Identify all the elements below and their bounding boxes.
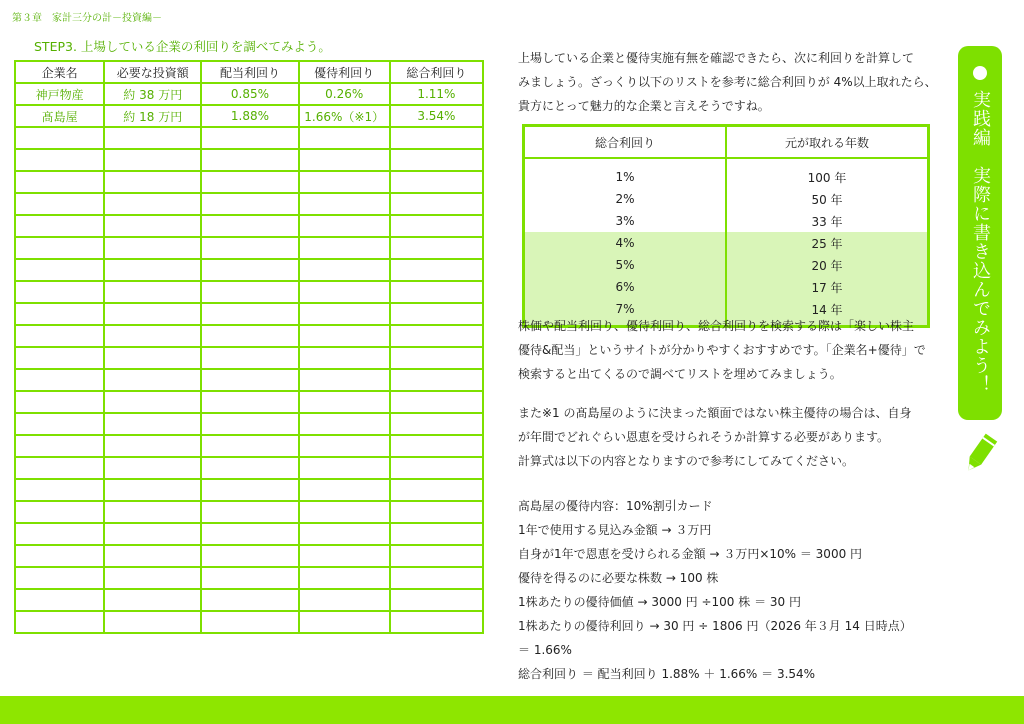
- empty-cell: [299, 281, 390, 303]
- empty-cell: [390, 435, 483, 457]
- empty-cell: [104, 303, 201, 325]
- empty-cell: [390, 171, 483, 193]
- empty-cell: [201, 237, 298, 259]
- empty-cell: [15, 347, 104, 369]
- column-header: 総合利回り: [390, 61, 483, 83]
- text-line: 貴方にとって魅力的な企業と言えそうですね。: [518, 99, 770, 113]
- empty-cell: [201, 479, 298, 501]
- empty-cell: [201, 171, 298, 193]
- payback-years-table: [522, 124, 930, 328]
- text-line: 上場している企業と優待実施有無を確認できたら、次に利回りを計算して: [518, 51, 915, 65]
- empty-table-row: [15, 215, 483, 237]
- empty-cell: [15, 523, 104, 545]
- empty-cell: [201, 127, 298, 149]
- empty-cell: [104, 479, 201, 501]
- table-row: [524, 158, 929, 188]
- search-note-paragraph: [518, 314, 948, 386]
- text-line: 株価や配当利回り、優待利回り、総合利回りを検索する際は「楽しい株主: [518, 319, 915, 333]
- total-yield-cell: 3.54%: [390, 105, 483, 127]
- column-header: 配当利回り: [201, 61, 298, 83]
- empty-table-row: [15, 149, 483, 171]
- calc-line: 優待を得るのに必要な株数 → 100 株: [518, 571, 719, 585]
- empty-cell: [390, 479, 483, 501]
- empty-cell: [299, 171, 390, 193]
- calc-line: 1年で使用する見込み金額 → ３万円: [518, 523, 712, 537]
- empty-cell: [15, 193, 104, 215]
- empty-cell: [201, 281, 298, 303]
- empty-cell: [104, 589, 201, 611]
- empty-cell: [390, 325, 483, 347]
- benefit-yield-cell: 1.66%（※1）: [299, 105, 390, 127]
- empty-cell: [104, 237, 201, 259]
- empty-cell: [299, 567, 390, 589]
- benefit-yield-cell: 0.26%: [299, 83, 390, 105]
- empty-cell: [390, 611, 483, 633]
- empty-cell: [15, 325, 104, 347]
- empty-cell: [390, 347, 483, 369]
- empty-cell: [390, 501, 483, 523]
- text-line: が年間でどれぐらい恩恵を受けられそうか計算する必要があります。: [518, 430, 890, 444]
- years-cell: 14 年: [726, 298, 929, 327]
- empty-cell: [299, 479, 390, 501]
- empty-cell: [201, 501, 298, 523]
- empty-cell: [390, 523, 483, 545]
- empty-table-row: [15, 435, 483, 457]
- text-line: 優待&配当」というサイトが分かりやすくおすすめです。「企業名+優待」で: [518, 343, 926, 357]
- empty-cell: [104, 149, 201, 171]
- chapter-header: 第３章 家計三分の計－投資編－: [12, 13, 162, 24]
- empty-cell: [104, 523, 201, 545]
- years-cell: 100 年: [726, 158, 929, 188]
- years-cell: 17 年: [726, 276, 929, 298]
- empty-cell: [15, 457, 104, 479]
- empty-table-row: [15, 347, 483, 369]
- yield-worksheet-table: [14, 60, 484, 634]
- empty-cell: [390, 391, 483, 413]
- empty-cell: [201, 347, 298, 369]
- empty-table-row: [15, 611, 483, 633]
- empty-cell: [299, 369, 390, 391]
- empty-cell: [15, 281, 104, 303]
- empty-cell: [104, 215, 201, 237]
- empty-cell: [104, 259, 201, 281]
- empty-cell: [299, 545, 390, 567]
- investment-cell: 約 18 万円: [104, 105, 201, 127]
- empty-cell: [15, 259, 104, 281]
- empty-cell: [104, 435, 201, 457]
- circle-icon: [973, 66, 987, 80]
- table-row: [524, 254, 929, 276]
- table-row: [524, 210, 929, 232]
- yield-cell: 5%: [524, 254, 727, 276]
- empty-cell: [390, 545, 483, 567]
- empty-cell: [104, 193, 201, 215]
- empty-table-row: [15, 479, 483, 501]
- empty-cell: [201, 545, 298, 567]
- empty-cell: [104, 127, 201, 149]
- calc-line: 自身が1年で恩恵を受けられる金額 → ３万円×10% ＝ 3000 円: [518, 547, 863, 561]
- empty-cell: [299, 457, 390, 479]
- empty-table-row: [15, 281, 483, 303]
- empty-table-row: [15, 237, 483, 259]
- company-name-cell: 神戸物産: [15, 83, 104, 105]
- empty-cell: [15, 391, 104, 413]
- yield-cell: 6%: [524, 276, 727, 298]
- empty-table-row: [15, 545, 483, 567]
- empty-cell: [299, 611, 390, 633]
- investment-cell: 約 38 万円: [104, 83, 201, 105]
- empty-cell: [15, 237, 104, 259]
- years-cell: 25 年: [726, 232, 929, 254]
- empty-cell: [390, 149, 483, 171]
- dividend-yield-cell: 1.88%: [201, 105, 298, 127]
- pencil-icon: [960, 432, 1000, 476]
- empty-cell: [201, 303, 298, 325]
- empty-cell: [15, 215, 104, 237]
- footnote-paragraph: [518, 401, 948, 473]
- empty-cell: [299, 347, 390, 369]
- empty-cell: [299, 435, 390, 457]
- column-header: 必要な投資額: [104, 61, 201, 83]
- empty-table-row: [15, 127, 483, 149]
- empty-cell: [390, 413, 483, 435]
- step-title: STEP3. 上場している企業の利回りを調べてみよう。: [34, 39, 331, 54]
- empty-cell: [390, 369, 483, 391]
- column-header: 元が取れる年数: [726, 126, 929, 159]
- column-header: 優待利回り: [299, 61, 390, 83]
- table-row: [15, 105, 483, 127]
- empty-cell: [104, 325, 201, 347]
- empty-cell: [15, 149, 104, 171]
- footer-bar: [0, 696, 1024, 724]
- empty-table-row: [15, 369, 483, 391]
- column-header: 企業名: [15, 61, 104, 83]
- calc-line: ＝ 1.66%: [518, 643, 572, 657]
- empty-cell: [201, 611, 298, 633]
- text-line: みましょう。ざっくり以下のリストを参考に総合利回りが 4%以上取れたら、: [518, 75, 937, 89]
- empty-cell: [299, 413, 390, 435]
- text-line: 計算式は以下の内容となりますので参考にしてみてください。: [518, 454, 855, 468]
- empty-cell: [104, 611, 201, 633]
- empty-cell: [201, 413, 298, 435]
- empty-cell: [104, 369, 201, 391]
- empty-cell: [201, 457, 298, 479]
- empty-cell: [299, 589, 390, 611]
- table-row: [524, 188, 929, 210]
- empty-cell: [15, 413, 104, 435]
- practice-side-tab: [958, 46, 1002, 420]
- empty-table-row: [15, 325, 483, 347]
- empty-cell: [390, 567, 483, 589]
- empty-cell: [201, 435, 298, 457]
- empty-cell: [390, 193, 483, 215]
- empty-table-row: [15, 501, 483, 523]
- empty-cell: [299, 501, 390, 523]
- empty-cell: [390, 259, 483, 281]
- empty-cell: [201, 391, 298, 413]
- empty-cell: [299, 325, 390, 347]
- empty-cell: [15, 303, 104, 325]
- empty-cell: [15, 127, 104, 149]
- empty-cell: [390, 457, 483, 479]
- empty-table-row: [15, 171, 483, 193]
- calc-line: 1株あたりの優待利回り → 30 円 ÷ 1806 円（2026 年３月 14 日時点）: [518, 619, 912, 633]
- empty-cell: [201, 589, 298, 611]
- empty-cell: [299, 127, 390, 149]
- empty-cell: [15, 567, 104, 589]
- empty-cell: [299, 215, 390, 237]
- worksheet-header-row: [15, 61, 483, 83]
- calculation-block: [518, 494, 948, 686]
- empty-cell: [104, 567, 201, 589]
- empty-cell: [299, 259, 390, 281]
- table-row: [15, 83, 483, 105]
- empty-table-row: [15, 303, 483, 325]
- empty-cell: [390, 127, 483, 149]
- empty-cell: [390, 237, 483, 259]
- company-name-cell: 髙島屋: [15, 105, 104, 127]
- empty-table-row: [15, 259, 483, 281]
- empty-cell: [15, 171, 104, 193]
- empty-table-row: [15, 589, 483, 611]
- empty-cell: [104, 501, 201, 523]
- empty-cell: [201, 149, 298, 171]
- empty-cell: [201, 523, 298, 545]
- text-line: 検索すると出てくるので調べてリストを埋めてみましょう。: [518, 367, 842, 381]
- empty-table-row: [15, 413, 483, 435]
- column-header: 総合利回り: [524, 126, 727, 159]
- empty-cell: [15, 501, 104, 523]
- yield-cell: 3%: [524, 210, 727, 232]
- empty-cell: [104, 457, 201, 479]
- empty-cell: [201, 567, 298, 589]
- yield-cell: 7%: [524, 298, 727, 327]
- years-cell: 50 年: [726, 188, 929, 210]
- empty-cell: [201, 325, 298, 347]
- empty-cell: [390, 303, 483, 325]
- yield-cell: 2%: [524, 188, 727, 210]
- empty-table-row: [15, 193, 483, 215]
- text-line: また※1 の髙島屋のように決まった額面ではない株主優待の場合は、自身: [518, 406, 912, 420]
- empty-cell: [104, 347, 201, 369]
- empty-cell: [104, 171, 201, 193]
- table-row: [524, 276, 929, 298]
- yield-header-row: [524, 126, 929, 159]
- empty-cell: [104, 391, 201, 413]
- empty-cell: [104, 545, 201, 567]
- empty-cell: [299, 237, 390, 259]
- side-tab-label: 実践編 実際に書き込んでみよう！: [970, 90, 991, 394]
- empty-cell: [299, 391, 390, 413]
- empty-cell: [390, 589, 483, 611]
- empty-cell: [104, 281, 201, 303]
- calc-line: 1株あたりの優待価値 → 3000 円 ÷100 株 ＝ 30 円: [518, 595, 801, 609]
- empty-table-row: [15, 567, 483, 589]
- intro-paragraph: [518, 46, 948, 118]
- empty-table-row: [15, 391, 483, 413]
- calc-line: 髙島屋の優待内容：10%割引カード: [518, 499, 713, 513]
- empty-cell: [299, 193, 390, 215]
- empty-cell: [201, 215, 298, 237]
- empty-cell: [390, 215, 483, 237]
- empty-cell: [390, 281, 483, 303]
- yield-cell: 1%: [524, 158, 727, 188]
- dividend-yield-cell: 0.85%: [201, 83, 298, 105]
- empty-cell: [15, 479, 104, 501]
- empty-cell: [299, 523, 390, 545]
- empty-cell: [15, 435, 104, 457]
- empty-cell: [15, 589, 104, 611]
- years-cell: 20 年: [726, 254, 929, 276]
- empty-table-row: [15, 523, 483, 545]
- empty-cell: [201, 193, 298, 215]
- empty-cell: [15, 611, 104, 633]
- table-row: [524, 232, 929, 254]
- years-cell: 33 年: [726, 210, 929, 232]
- empty-cell: [104, 413, 201, 435]
- calc-line: 総合利回り ＝ 配当利回り 1.88% ＋ 1.66% ＝ 3.54%: [518, 667, 816, 681]
- empty-cell: [201, 259, 298, 281]
- empty-cell: [201, 369, 298, 391]
- empty-cell: [299, 303, 390, 325]
- empty-cell: [15, 369, 104, 391]
- yield-cell: 4%: [524, 232, 727, 254]
- empty-cell: [15, 545, 104, 567]
- total-yield-cell: 1.11%: [390, 83, 483, 105]
- empty-table-row: [15, 457, 483, 479]
- empty-cell: [299, 149, 390, 171]
